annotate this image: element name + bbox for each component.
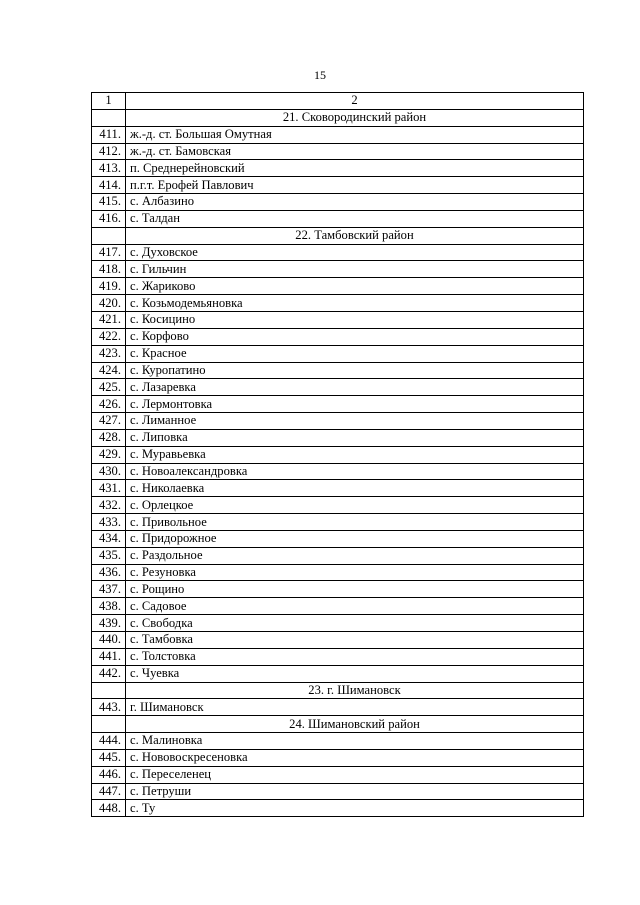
table-row — [92, 194, 584, 211]
table-row — [92, 766, 584, 783]
table-row — [92, 632, 584, 649]
table-row — [92, 530, 584, 547]
settlement-name: с. Козьмодемьяновка — [126, 295, 584, 312]
settlement-name: с. Рощино — [126, 581, 584, 598]
section-number-cell — [92, 109, 126, 126]
settlement-name: с. Новоалександровка — [126, 463, 584, 480]
row-number: 421. — [92, 311, 126, 328]
row-number: 426. — [92, 396, 126, 413]
section-row — [92, 109, 584, 126]
row-number: 415. — [92, 194, 126, 211]
settlement-name: с. Привольное — [126, 514, 584, 531]
row-number: 411. — [92, 126, 126, 143]
settlement-name: с. Тамбовка — [126, 632, 584, 649]
row-number: 431. — [92, 480, 126, 497]
table-row — [92, 547, 584, 564]
section-number-cell — [92, 716, 126, 733]
settlement-name: с. Свободка — [126, 615, 584, 632]
table-row — [92, 413, 584, 430]
table-row — [92, 749, 584, 766]
settlement-name: с. Малиновка — [126, 733, 584, 750]
settlement-name: с. Чуевка — [126, 665, 584, 682]
settlement-name: с. Корфово — [126, 328, 584, 345]
row-number: 434. — [92, 530, 126, 547]
row-number: 433. — [92, 514, 126, 531]
row-number: 419. — [92, 278, 126, 295]
settlement-name: с. Лазаревка — [126, 379, 584, 396]
settlement-name: с. Лермонтовка — [126, 396, 584, 413]
table-row — [92, 328, 584, 345]
settlement-name: ж.-д. ст. Большая Омутная — [126, 126, 584, 143]
settlement-name: с. Ту — [126, 800, 584, 817]
table-row — [92, 564, 584, 581]
settlement-name: с. Муравьевка — [126, 446, 584, 463]
row-number: 413. — [92, 160, 126, 177]
row-number: 417. — [92, 244, 126, 261]
row-number: 424. — [92, 362, 126, 379]
settlement-name: с. Жариково — [126, 278, 584, 295]
settlement-name: с. Косицино — [126, 311, 584, 328]
table-row — [92, 463, 584, 480]
row-number: 429. — [92, 446, 126, 463]
settlement-name: с. Албазино — [126, 194, 584, 211]
table-row — [92, 160, 584, 177]
column-header-1: 1 — [92, 93, 126, 110]
section-title: 22. Тамбовский район — [126, 227, 584, 244]
table-row — [92, 733, 584, 750]
row-number: 442. — [92, 665, 126, 682]
section-row — [92, 682, 584, 699]
row-number: 447. — [92, 783, 126, 800]
settlement-name: с. Николаевка — [126, 480, 584, 497]
table-row — [92, 581, 584, 598]
settlement-name: с. Куропатино — [126, 362, 584, 379]
row-number: 423. — [92, 345, 126, 362]
row-number: 432. — [92, 497, 126, 514]
row-number: 420. — [92, 295, 126, 312]
table-row — [92, 429, 584, 446]
row-number: 445. — [92, 749, 126, 766]
row-number: 414. — [92, 177, 126, 194]
settlement-name: с. Орлецкое — [126, 497, 584, 514]
table-row — [92, 311, 584, 328]
row-number: 412. — [92, 143, 126, 160]
settlement-name: с. Переселенец — [126, 766, 584, 783]
section-row — [92, 716, 584, 733]
row-number: 427. — [92, 413, 126, 430]
settlement-name: с. Липовка — [126, 429, 584, 446]
table-row — [92, 244, 584, 261]
table-row — [92, 615, 584, 632]
table-row — [92, 783, 584, 800]
table-row — [92, 648, 584, 665]
row-number: 437. — [92, 581, 126, 598]
table-row — [92, 379, 584, 396]
table-row — [92, 295, 584, 312]
row-number: 448. — [92, 800, 126, 817]
section-number-cell — [92, 682, 126, 699]
table-row — [92, 396, 584, 413]
table-row — [92, 497, 584, 514]
table-row — [92, 126, 584, 143]
section-title: 23. г. Шимановск — [126, 682, 584, 699]
settlement-name: с. Духовское — [126, 244, 584, 261]
settlement-name: п. Среднерейновский — [126, 160, 584, 177]
settlements-table — [91, 92, 584, 817]
settlement-name: п.г.т. Ерофей Павлович — [126, 177, 584, 194]
settlement-name: с. Талдан — [126, 210, 584, 227]
settlement-name: с. Нововоскресеновка — [126, 749, 584, 766]
section-title: 24. Шимановский район — [126, 716, 584, 733]
row-number: 446. — [92, 766, 126, 783]
row-number: 436. — [92, 564, 126, 581]
table-row — [92, 699, 584, 716]
row-number: 443. — [92, 699, 126, 716]
settlement-name: г. Шимановск — [126, 699, 584, 716]
row-number: 440. — [92, 632, 126, 649]
table-row — [92, 514, 584, 531]
row-number: 441. — [92, 648, 126, 665]
table-row — [92, 143, 584, 160]
table-row — [92, 446, 584, 463]
settlement-name: с. Резуновка — [126, 564, 584, 581]
settlement-name: с. Придорожное — [126, 530, 584, 547]
table-row — [92, 261, 584, 278]
row-number: 444. — [92, 733, 126, 750]
table-row — [92, 480, 584, 497]
section-number-cell — [92, 227, 126, 244]
section-title: 21. Сковородинский район — [126, 109, 584, 126]
row-number: 438. — [92, 598, 126, 615]
table-row — [92, 345, 584, 362]
table-row — [92, 598, 584, 615]
settlement-name: с. Раздольное — [126, 547, 584, 564]
table-row — [92, 362, 584, 379]
page-number: 15 — [314, 68, 326, 82]
column-header-2: 2 — [126, 93, 584, 110]
settlement-name: с. Гильчин — [126, 261, 584, 278]
table-row — [92, 665, 584, 682]
row-number: 418. — [92, 261, 126, 278]
settlement-name: с. Лиманное — [126, 413, 584, 430]
table-row — [92, 177, 584, 194]
table-row — [92, 800, 584, 817]
settlement-name: с. Толстовка — [126, 648, 584, 665]
settlement-name: с. Садовое — [126, 598, 584, 615]
row-number: 430. — [92, 463, 126, 480]
row-number: 439. — [92, 615, 126, 632]
row-number: 435. — [92, 547, 126, 564]
table-row — [92, 278, 584, 295]
row-number: 416. — [92, 210, 126, 227]
header-row — [92, 93, 584, 110]
settlement-name: ж.-д. ст. Бамовская — [126, 143, 584, 160]
row-number: 422. — [92, 328, 126, 345]
row-number: 425. — [92, 379, 126, 396]
settlement-name: с. Красное — [126, 345, 584, 362]
settlement-name: с. Петруши — [126, 783, 584, 800]
section-row — [92, 227, 584, 244]
table-body — [92, 93, 584, 817]
row-number: 428. — [92, 429, 126, 446]
table-row — [92, 210, 584, 227]
